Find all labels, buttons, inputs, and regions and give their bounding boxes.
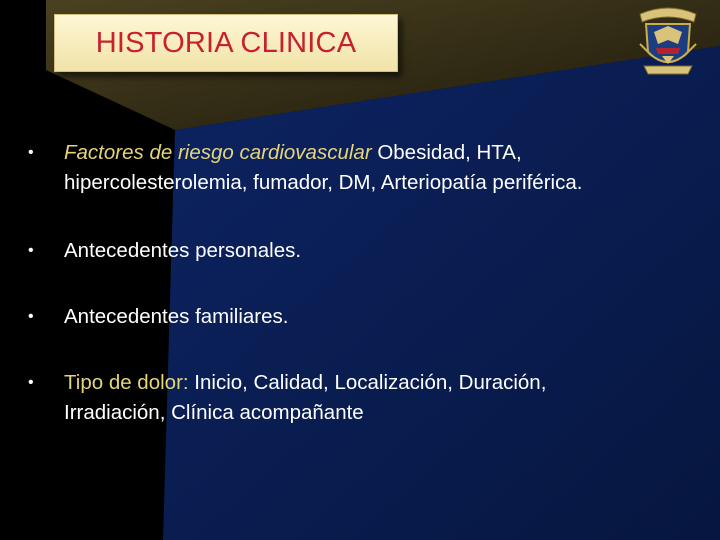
bullet-line2: Irradiación, Clínica acompañante	[64, 401, 364, 424]
bullet-lead: Tipo de dolor:	[64, 371, 189, 394]
slide-title: HISTORIA CLINICA	[95, 26, 357, 59]
bullet-text: Antecedentes familiares.	[64, 305, 289, 328]
bullet-marker: •	[28, 308, 34, 325]
bullet-marker: •	[28, 144, 34, 161]
bullet-text	[64, 368, 684, 428]
bullet-marker: •	[28, 374, 34, 391]
bullet-text	[64, 138, 684, 198]
bullet-line1: Obesidad, HTA,	[371, 141, 522, 164]
bullet-text: Antecedentes personales.	[64, 239, 302, 262]
bullet-line1: Inicio, Calidad, Localización, Duración,	[188, 371, 547, 394]
bullet-marker: •	[28, 242, 34, 259]
bullet-line2: hipercolesterolemia, fumador, DM, Arteriopatía periférica.	[64, 171, 583, 194]
bullet-lead: Factores de riesgo cardiovascular	[64, 141, 372, 164]
